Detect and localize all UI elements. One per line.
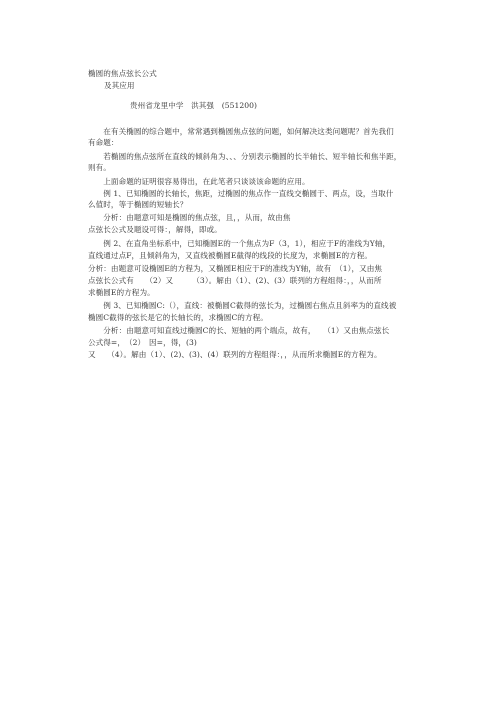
body-line: 上面命题的证明很容易得出，在此笔者只谈谈该命题的应用。 (88, 177, 310, 186)
body-line: 点弦长公式及题设可得：，解得，即或。 (88, 225, 222, 234)
body-line: 例 3、已知椭圆C:（），直线：被椭圆C截得的弦长为，过椭圆右焦点且斜率为的直线被 (88, 301, 397, 310)
body-line: 椭圆C截得的弦长是它的长轴长的，求椭圆C的方程。 (88, 313, 268, 322)
body-line: 若椭圆的焦点弦所在直线的倾斜角为、、、分别表示椭圆的长半轴长、短半轴长和焦半距， (88, 152, 402, 161)
title-line-2: 及其应用 (104, 81, 135, 90)
body-line: 直线通过点F，且倾斜角为，又直线被椭圆E截得的线段的长度为，求椭圆E的方程。 (88, 251, 373, 260)
body-line: 公式得=， （2） 因=，得，(3) (88, 338, 197, 347)
body-line: 分析：由题意可知直线过椭圆C的长、短轴的两个端点，故有， （1）又由焦点弦长 (88, 326, 390, 335)
body-line: 求椭圆E的方程为。 (88, 288, 155, 297)
body-line: 又 （4）。解由（1）、(2)、(3)、(4）联列的方程组得：，，从而所求椭圆E的方程为。 (88, 350, 382, 359)
body-line: 在有关椭圆的综合题中，常常遇到椭圆焦点弦的问题，如何解决这类问题呢？首先我们 (88, 127, 394, 136)
title-line-1: 椭圆的焦点弦长公式 (88, 69, 157, 78)
author-line: 贵州省龙里中学 洪其强 (551200) (130, 101, 258, 110)
body-line: 分析：由题意可知是椭圆的焦点弦，且，，从而，故由焦 (88, 213, 291, 222)
body-line: 么值时，等于椭圆的短轴长？ (88, 200, 188, 209)
body-line: 分析：由题意可设椭圆E的方程为，又椭圆E相应于F的准线为Y轴，故有 （1），又由焦 (88, 264, 383, 273)
body-line: 例 1、已知椭圆的长轴长，焦距，过椭圆的焦点作一直线交椭圆于、两点，设，当取什 (88, 189, 394, 198)
body-line: 有命题： (88, 138, 119, 147)
body-line: 点弦长公式有 （2）又 （3）。解由（1）、(2)、(3）联列的方程组得：，，从而所 (88, 276, 382, 285)
body-line: 例 2、在直角坐标系中，已知椭圆E的一个焦点为F（3，1），相应于F的准线为Y轴， (88, 239, 391, 248)
body-line: 则有。 (88, 163, 111, 172)
